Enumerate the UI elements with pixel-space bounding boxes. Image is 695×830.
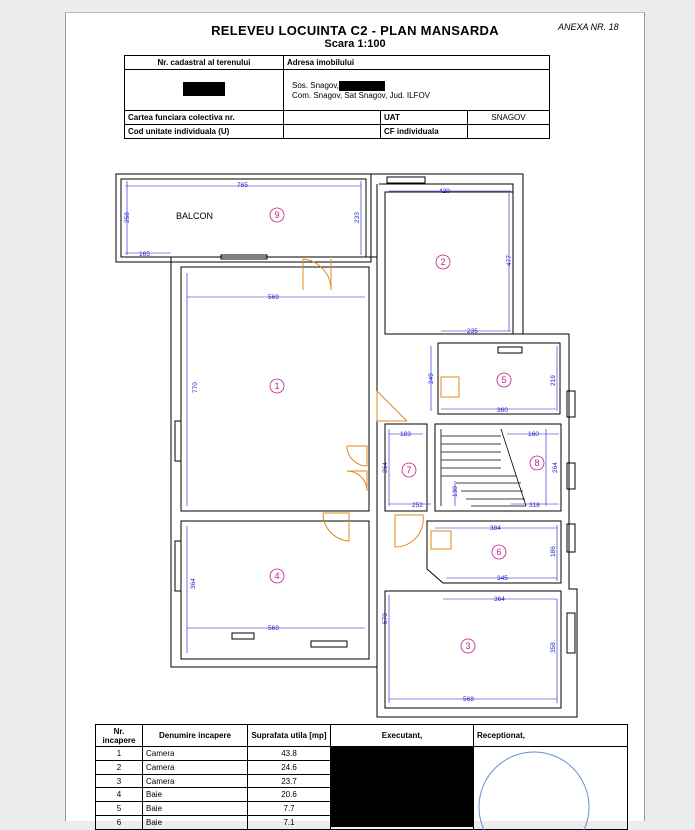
dim-label: 252 [412,502,423,509]
cf-collective-label: Cartea funciara colectiva nr. [125,111,284,125]
room-number-7: 7 [406,465,412,475]
room-number-2: 2 [440,257,446,267]
room-area: 24.6 [248,760,331,774]
header-room-number: Nr. incapere [96,725,143,747]
left-block-outline [171,257,377,667]
dim-label: 358 [550,642,557,653]
dim-label: 264 [382,462,389,473]
dim-label: 160 [528,431,539,438]
room-number-8: 8 [534,458,540,468]
header-room-area: Suprafata utila [mp] [248,725,331,747]
uat-value: SNAGOV [468,111,550,125]
dim-label: 569 [268,625,279,632]
dim-label: 569 [268,294,279,301]
dim-label: 364 [190,578,197,589]
dim-label: 765 [237,182,248,189]
room-name: Baie [143,816,248,830]
receptionat-cell [474,747,628,830]
room-name: Camera [143,774,248,788]
room-area: 7.1 [248,816,331,830]
cf-individual-label: CF individuala [381,125,468,139]
dimension-lines [125,181,559,703]
balcony-label: BALCON [176,211,214,221]
room-number-1: 1 [274,381,280,391]
room-nr: 1 [96,747,143,761]
dim-label: 249 [428,373,435,384]
dim-label: 345 [497,575,508,582]
room-number-5: 5 [501,375,507,385]
dim-label: 264 [552,462,559,473]
room-name: Baie [143,788,248,802]
uat-label: UAT [381,111,468,125]
dimension-labels [124,182,559,703]
address-line-2: Com. Snagov, Sat Snagov, Jud. ILFOV [292,90,430,100]
dim-label: 186 [550,546,557,557]
stamp-mark [474,747,627,827]
room-nr: 3 [96,774,143,788]
dim-label: 384 [490,525,501,532]
room-area: 43.8 [248,747,331,761]
room-name: Camera [143,747,248,761]
room-number-9: 9 [274,210,280,220]
document-title: RELEVEU LOCUINTA C2 - PLAN MANSARDA [211,23,499,38]
dim-label: 477 [506,255,513,266]
header-room-name: Denumire incapere [143,725,248,747]
doors [303,259,459,549]
executant-cell [331,747,474,830]
dim-label: 364 [494,596,505,603]
room-number-3: 3 [465,641,471,651]
room-3-outline [385,591,561,708]
document-scale: Scara 1:100 [324,38,386,50]
header-receptionat: Receptionat, [474,725,628,747]
room-area: 23.7 [248,774,331,788]
dim-label: 130 [452,486,459,497]
dim-label: 318 [529,502,540,509]
dim-label: 420 [439,188,450,195]
room-name: Camera [143,760,248,774]
unit-code-label: Cod unitate individuala (U) [125,125,284,139]
dim-label: 235 [467,328,478,335]
cadastral-label: Nr. cadastral al terenului [125,56,284,70]
room-number-6: 6 [496,547,502,557]
room-area: 7.7 [248,802,331,816]
rooms-table [95,724,628,830]
survey-sheet [65,12,645,828]
room-name: Baie [143,802,248,816]
room-number-4: 4 [274,571,280,581]
room-area: 20.6 [248,788,331,802]
header-executant: Executant, [331,725,474,747]
table-row [96,747,628,761]
dim-label: 165 [139,251,150,258]
dim-label: 233 [354,212,361,223]
redacted-signature-block [331,747,473,827]
address-label: Adresa imobilului [284,56,550,70]
dim-label: 770 [192,382,199,393]
room-nr: 6 [96,816,143,830]
annex-number: ANEXA NR. 18 [558,22,619,32]
dim-label: 219 [550,375,557,386]
floor-plan [66,13,644,718]
dim-label: 183 [400,431,411,438]
room-nr: 2 [96,760,143,774]
room-nr: 5 [96,802,143,816]
dim-label: 258 [124,212,131,223]
room-nr: 4 [96,788,143,802]
dim-label: 570 [382,613,389,624]
dim-label: 568 [463,696,474,703]
address-line-1: Sos. Snagov, [292,80,339,90]
room-5-outline [438,343,560,414]
dim-label: 360 [497,407,508,414]
